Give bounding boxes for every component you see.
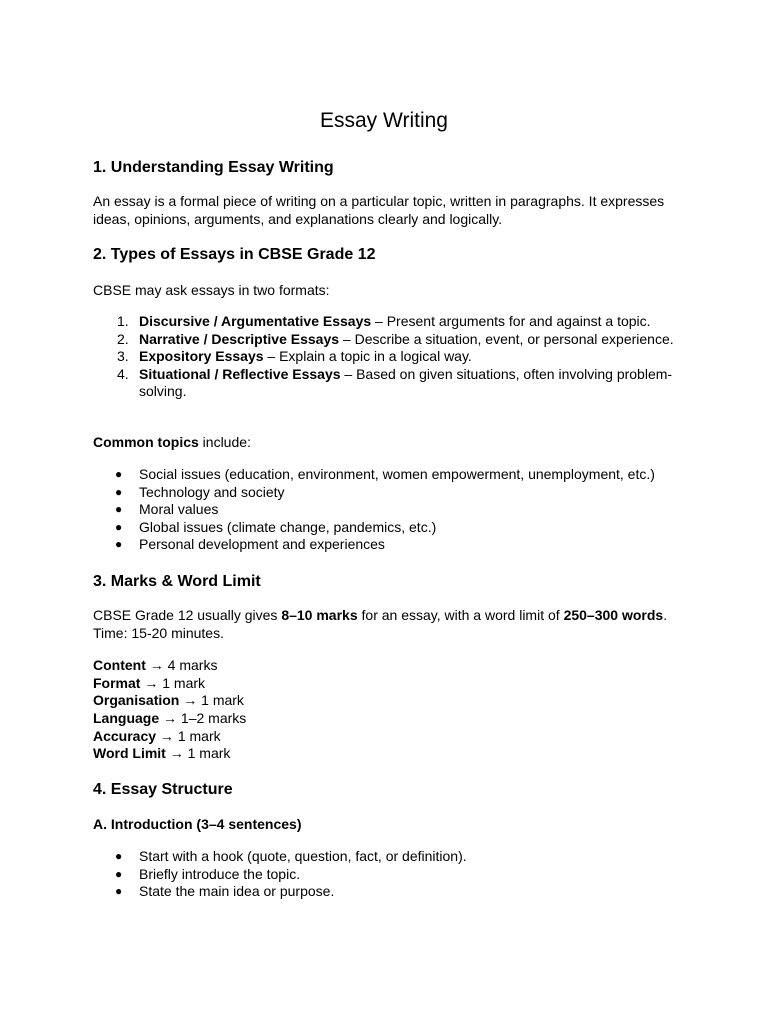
bullet-icon: ● bbox=[115, 502, 123, 516]
introduction-points-list bbox=[93, 848, 683, 901]
bullet-icon: ● bbox=[115, 884, 123, 898]
list-item bbox=[93, 331, 683, 349]
marks-row bbox=[93, 710, 246, 728]
common-topics-list bbox=[93, 466, 683, 554]
document-title: Essay Writing bbox=[320, 109, 448, 132]
criterion-value: → 1 mark bbox=[165, 745, 231, 762]
criterion-label: Language bbox=[93, 710, 160, 727]
list-number: 3. bbox=[117, 348, 129, 364]
essay-type-desc: – Present arguments for and against a topic. bbox=[371, 313, 651, 329]
marks-breakdown bbox=[93, 657, 246, 763]
criterion-value: → 4 marks bbox=[145, 657, 218, 673]
bullet-icon: ● bbox=[115, 866, 123, 881]
introduction-subheading: A. Introduction (3–4 sentences) bbox=[93, 816, 302, 832]
topic-text: Global issues (climate change, pandemics, etc.) bbox=[139, 518, 437, 535]
criterion-value: → 1 mark bbox=[156, 727, 221, 744]
marks-paragraph bbox=[93, 607, 683, 642]
criterion-label: Content bbox=[93, 657, 146, 673]
topic-text: Personal development and experiences bbox=[139, 536, 385, 552]
essay-definition-paragraph: An essay is a formal piece of writing on a particular topic, written in paragraphs. It expresses ideas, opinions, arguments, and explanations clearly and logically. bbox=[93, 193, 665, 227]
essay-type-desc: – Describe a situation, event, or personal experience. bbox=[339, 330, 674, 347]
bullet-icon: ● bbox=[115, 849, 123, 863]
bullet-icon: ● bbox=[115, 537, 123, 551]
list-item bbox=[93, 313, 683, 331]
criterion-label: Organisation bbox=[93, 692, 180, 709]
list-item bbox=[93, 519, 683, 537]
marks-value: 8–10 marks bbox=[281, 607, 358, 623]
list-item bbox=[93, 366, 683, 401]
list-item bbox=[93, 466, 683, 484]
common-topics-line bbox=[93, 434, 683, 452]
marks-text: . bbox=[663, 607, 668, 623]
list-item bbox=[93, 848, 683, 866]
point-text: Briefly introduce the topic. bbox=[139, 865, 301, 882]
marks-row bbox=[93, 657, 246, 675]
list-item bbox=[93, 501, 683, 519]
bullet-icon: ● bbox=[115, 519, 123, 534]
section-heading-types: 2. Types of Essays in CBSE Grade 12 bbox=[93, 246, 376, 263]
list-item bbox=[93, 866, 683, 884]
essay-types-list bbox=[93, 313, 683, 401]
marks-row bbox=[93, 692, 246, 710]
list-number: 4. bbox=[117, 365, 129, 382]
essay-type-desc: – Explain a topic in a logical way. bbox=[263, 348, 472, 364]
list-item bbox=[93, 348, 683, 366]
topic-text: Social issues (education, environment, women empowerment, unemployment, etc.) bbox=[139, 466, 655, 482]
common-topics-label: Common topics bbox=[93, 434, 199, 450]
marks-row bbox=[93, 745, 246, 763]
list-item bbox=[93, 536, 683, 554]
criterion-label: Word Limit bbox=[93, 745, 166, 762]
topic-text: Technology and society bbox=[139, 483, 285, 500]
list-number: 2. bbox=[117, 330, 129, 347]
marks-row bbox=[93, 675, 246, 693]
list-item bbox=[93, 883, 683, 901]
marks-row bbox=[93, 728, 246, 746]
essay-type-term: Situational / Reflective Essays bbox=[139, 365, 341, 382]
criterion-value: → 1 mark bbox=[140, 674, 206, 691]
section-heading-understanding: 1. Understanding Essay Writing bbox=[93, 159, 334, 176]
list-item bbox=[93, 484, 683, 502]
list-number: 1. bbox=[117, 313, 129, 329]
essay-type-desc: – Based on given situations, often involving problem-solving. bbox=[139, 365, 673, 399]
criterion-label: Format bbox=[93, 674, 141, 691]
section-heading-marks: 3. Marks & Word Limit bbox=[93, 573, 261, 590]
bullet-icon: ● bbox=[115, 484, 123, 499]
bullet-icon: ● bbox=[115, 467, 123, 481]
essay-type-term: Discursive / Argumentative Essays bbox=[139, 313, 372, 329]
essay-type-term: Expository Essays bbox=[139, 348, 264, 364]
marks-text: CBSE Grade 12 usually gives bbox=[93, 607, 282, 623]
types-intro: CBSE may ask essays in two formats: bbox=[93, 282, 330, 298]
point-text: State the main idea or purpose. bbox=[139, 883, 335, 899]
topic-text: Moral values bbox=[139, 501, 219, 517]
common-topics-rest: include: bbox=[198, 434, 251, 450]
criterion-label: Accuracy bbox=[93, 727, 157, 744]
criterion-value: → 1–2 marks bbox=[159, 710, 247, 727]
time-text: Time: 15-20 minutes. bbox=[93, 624, 224, 641]
point-text: Start with a hook (quote, question, fact, or definition). bbox=[139, 848, 467, 864]
essay-type-term: Narrative / Descriptive Essays bbox=[139, 330, 340, 347]
marks-text: for an essay, with a word limit of bbox=[357, 607, 564, 623]
criterion-value: → 1 mark bbox=[179, 692, 244, 709]
word-limit-value: 250–300 words bbox=[563, 607, 664, 623]
section-heading-structure: 4. Essay Structure bbox=[93, 781, 233, 798]
